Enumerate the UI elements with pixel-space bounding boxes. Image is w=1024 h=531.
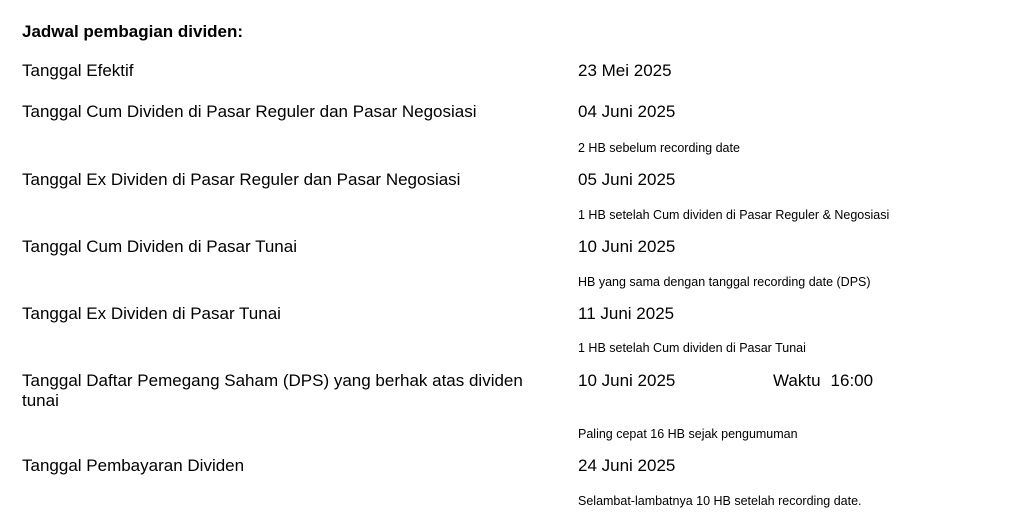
- row-label-ex-dividend-cash: Tanggal Ex Dividen di Pasar Tunai: [22, 304, 281, 323]
- row-date-ex-dividend-cash: 11 Juni 2025: [578, 304, 675, 323]
- row-note-ex-dividend-cash: 1 HB setelah Cum dividen di Pasar Tunai: [578, 341, 806, 355]
- row-label-payment-date: Tanggal Pembayaran Dividen: [22, 456, 245, 475]
- time-label: Waktu: [773, 371, 821, 390]
- time-value: 16:00: [830, 371, 874, 390]
- row-note-cum-dividend-cash: HB yang sama dengan tanggal recording date (DPS): [578, 275, 871, 289]
- row-date-cum-dividend-cash: 10 Juni 2025: [578, 237, 676, 256]
- row-note-ex-dividend-regular: 1 HB setelah Cum dividen di Pasar Reguler & Negosiasi: [578, 208, 890, 222]
- row-date-recording-date: 10 Juni 2025: [578, 371, 676, 390]
- row-date-effective-date: 23 Mei 2025: [578, 61, 672, 80]
- row-note-payment-date: Selambat-lambatnya 10 HB setelah recording date.: [578, 494, 862, 508]
- row-date-cum-dividend-regular: 04 Juni 2025: [578, 102, 676, 121]
- row-label-recording-date: Tanggal Daftar Pemegang Saham (DPS) yang berhak atas dividen tunai: [22, 371, 523, 410]
- row-note-cum-dividend-regular: 2 HB sebelum recording date: [578, 141, 740, 155]
- row-label-ex-dividend-regular: Tanggal Ex Dividen di Pasar Reguler dan Pasar Negosiasi: [22, 170, 461, 189]
- row-label-effective-date: Tanggal Efektif: [22, 61, 134, 80]
- row-date-ex-dividend-regular: 05 Juni 2025: [578, 170, 676, 189]
- schedule-heading: Jadwal pembagian dividen:: [22, 22, 244, 41]
- row-note-recording-date: Paling cepat 16 HB sejak pengumuman: [578, 427, 798, 441]
- row-time-recording-date: [773, 371, 873, 391]
- row-date-payment-date: 24 Juni 2025: [578, 456, 676, 475]
- row-label-cum-dividend-cash: Tanggal Cum Dividen di Pasar Tunai: [22, 237, 297, 256]
- row-label-cum-dividend-regular: Tanggal Cum Dividen di Pasar Reguler dan Pasar Negosiasi: [22, 102, 477, 121]
